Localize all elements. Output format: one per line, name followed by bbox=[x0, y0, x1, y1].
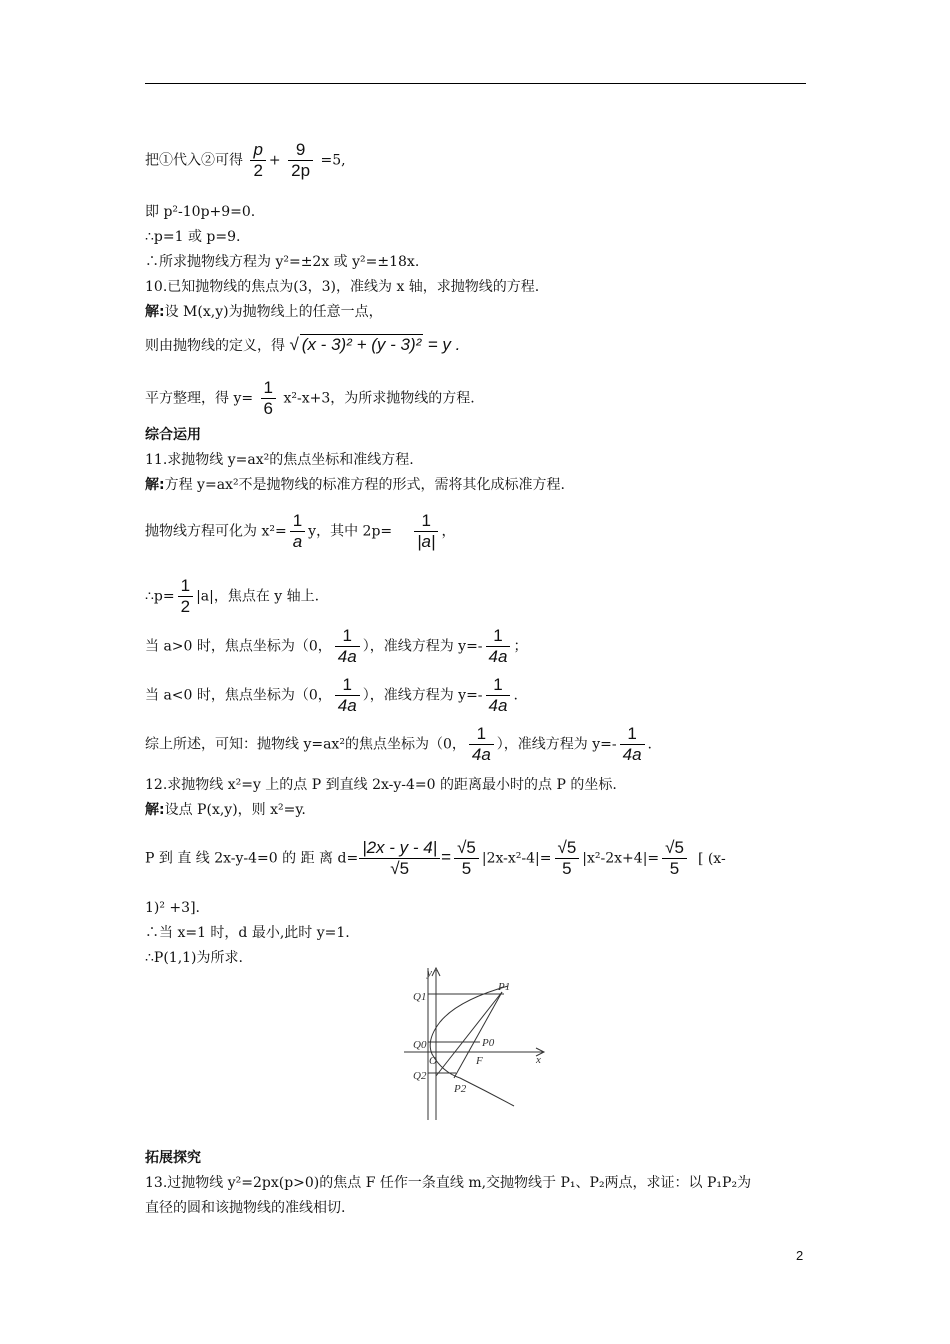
line-answer: ∴P(1,1)为所求. bbox=[145, 950, 243, 966]
line-p-value bbox=[145, 576, 319, 617]
line-continued: 1)² +3]. bbox=[145, 900, 200, 916]
text: 方程 y=ax²不是抛物线的标准方程的形式，需将其化成标准方程. bbox=[164, 477, 566, 493]
label-f: F bbox=[476, 1055, 483, 1067]
page-number: 2 bbox=[796, 1248, 804, 1263]
label-o: O bbox=[429, 1055, 437, 1067]
header-rule bbox=[145, 83, 806, 84]
problem-13-cont: 直径的圆和该抛物线的准线相切. bbox=[145, 1200, 346, 1216]
line-2: 即 p²-10p+9=0. bbox=[145, 204, 256, 220]
fraction-1-over-6: $\frac{1}{6}$ bbox=[261, 378, 276, 419]
label-q1: Q1 bbox=[413, 991, 427, 1003]
fraction-1-over-4a: $\frac{1}{4a}$ bbox=[469, 724, 494, 765]
text: =5, bbox=[320, 152, 346, 169]
text: . bbox=[513, 687, 518, 704]
plus-sign: + bbox=[268, 152, 281, 169]
label-q2: Q2 bbox=[413, 1070, 427, 1082]
text: 设 M(x,y)为抛物线上的任意一点， bbox=[164, 304, 383, 320]
text: ； bbox=[513, 638, 528, 655]
line-3: ∴p=1 或 p=9. bbox=[145, 229, 241, 245]
fraction-sqrt5-over-5: $\frac{√5}{5}$ bbox=[662, 838, 687, 879]
text: |a|，焦点在 y 轴上. bbox=[196, 588, 320, 605]
line-min: ∴当 x=1 时，d 最小,此时 y=1. bbox=[145, 925, 350, 941]
line-4: ∴所求抛物线方程为 y²=±2x 或 y²=±18x. bbox=[145, 254, 420, 270]
problem-12: 12.求抛物线 x²=y 上的点 P 到直线 2x-y-4=0 的距离最小时的点 P 的坐标. bbox=[145, 777, 617, 793]
line-result-10 bbox=[145, 378, 475, 419]
line-distance bbox=[145, 838, 726, 879]
text: |2x-x²-4|= bbox=[481, 850, 552, 867]
text: 平方整理，得 y= bbox=[145, 390, 254, 407]
section-heading-tuozhan: 拓展探究 bbox=[145, 1150, 201, 1166]
text: P 到 直 线 2x-y-4=0 的 距 离 d= bbox=[145, 850, 359, 867]
label-y: y bbox=[427, 967, 432, 979]
line-summary bbox=[145, 724, 652, 765]
line-a-negative bbox=[145, 675, 518, 716]
text: 则由抛物线的定义，得 bbox=[145, 338, 285, 354]
fraction-1-over-a: $\frac{1}{a}$ bbox=[290, 511, 305, 552]
fraction-1-over-abs-a: $\frac{1}{|a|}$ bbox=[414, 511, 438, 552]
problem-11: 11.求抛物线 y=ax²的焦点坐标和准线方程. bbox=[145, 452, 414, 468]
fraction-1-over-2: $\frac{1}{2}$ bbox=[178, 576, 193, 617]
text: 抛物线方程可化为 x²= bbox=[145, 523, 287, 540]
problem-13: 13.过抛物线 y²=2px(p>0)的焦点 F 任作一条直线 m,交抛物线于 P₁、P₂两点，求证：以 P₁P₂为 bbox=[145, 1175, 752, 1191]
line-standard-form bbox=[145, 511, 455, 552]
text: 当 a<0 时，焦点坐标为（0， bbox=[145, 687, 332, 704]
label-p1: P1 bbox=[498, 981, 511, 993]
problem-10: 10.已知抛物线的焦点为(3，3)，准线为 x 轴，求抛物线的方程. bbox=[145, 279, 540, 295]
line-through-f bbox=[436, 992, 502, 1076]
line-1 bbox=[145, 140, 346, 181]
text: 综上所述，可知：抛物线 y=ax²的焦点坐标为（0， bbox=[145, 736, 466, 753]
text: ， bbox=[441, 523, 456, 540]
solution-label: 解: bbox=[145, 802, 165, 818]
fraction-1-over-4a: $\frac{1}{4a}$ bbox=[335, 626, 360, 667]
fraction-1-over-4a: $\frac{1}{4a}$ bbox=[486, 675, 511, 716]
text: . bbox=[647, 736, 652, 753]
text: ∴p= bbox=[145, 588, 175, 605]
solution-11-start bbox=[145, 475, 565, 495]
fraction-9-over-2p: $\frac{9}{2p}$ bbox=[288, 140, 313, 181]
solution-10-start bbox=[145, 302, 383, 322]
text: x²-x+3，为所求抛物线的方程. bbox=[283, 390, 475, 407]
line-definition bbox=[145, 334, 460, 356]
label-p0: P0 bbox=[482, 1037, 495, 1049]
text: 把①代入②可得 bbox=[145, 152, 243, 169]
label-q0: Q0 bbox=[413, 1039, 427, 1051]
label-x: x bbox=[536, 1054, 541, 1066]
solution-12-start bbox=[145, 800, 306, 820]
text: |x²-2x+4|= bbox=[582, 850, 660, 867]
solution-label: 解: bbox=[145, 304, 165, 320]
fraction-1-over-4a: $\frac{1}{4a}$ bbox=[335, 675, 360, 716]
text: ），准线方程为 y=- bbox=[362, 687, 483, 704]
text: ），准线方程为 y=- bbox=[496, 736, 617, 753]
parabola-figure bbox=[398, 964, 548, 1124]
section-heading-zonghe: 综合运用 bbox=[145, 427, 201, 443]
fraction-1-over-4a: $\frac{1}{4a}$ bbox=[620, 724, 645, 765]
equals-sign: = bbox=[441, 847, 452, 867]
fraction-p-over-2: $\frac{p}{2}$ bbox=[250, 140, 265, 181]
sqrt-expression: √ (x - 3)² + (y - 3)² bbox=[289, 335, 422, 354]
text: ），准线方程为 y=- bbox=[362, 638, 483, 655]
text: 当 a>0 时，焦点坐标为（0， bbox=[145, 638, 332, 655]
solution-label: 解: bbox=[145, 477, 165, 493]
text: 设点 P(x,y)，则 x²=y. bbox=[164, 802, 306, 818]
line-a-positive bbox=[145, 626, 527, 667]
fraction-distance: $\frac{|2x - y - 4|}{√5}$ bbox=[359, 838, 440, 879]
label-p2: P2 bbox=[454, 1083, 467, 1095]
fraction-sqrt5-over-5: $\frac{√5}{5}$ bbox=[555, 838, 580, 879]
fraction-sqrt5-over-5: $\frac{√5}{5}$ bbox=[454, 838, 479, 879]
fraction-1-over-4a: $\frac{1}{4a}$ bbox=[486, 626, 511, 667]
text: y，其中 2p= bbox=[308, 523, 393, 540]
text: [ (x- bbox=[697, 850, 726, 867]
text: = y . bbox=[427, 335, 461, 354]
